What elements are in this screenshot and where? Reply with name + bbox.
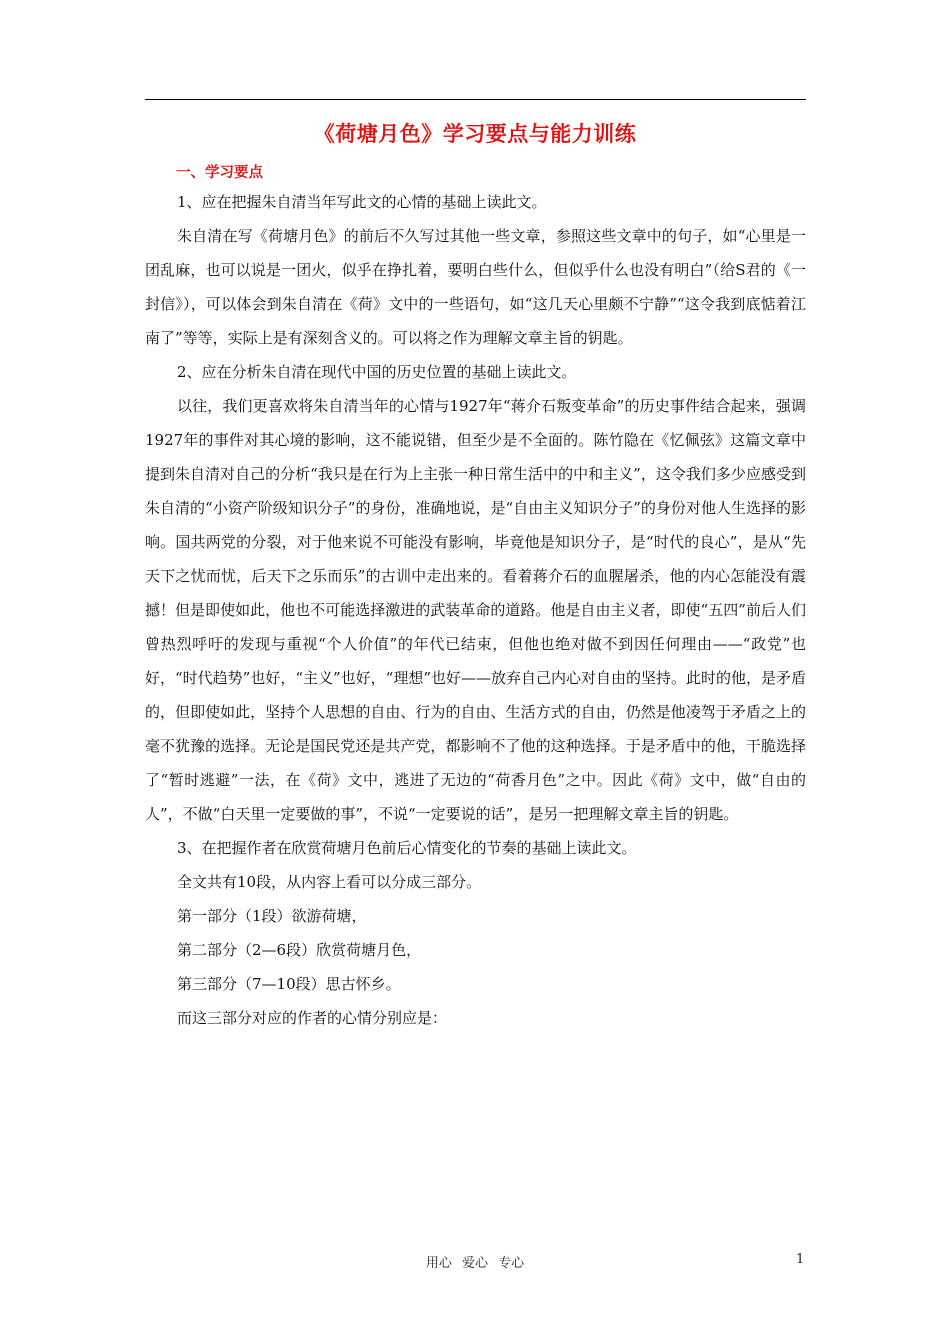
paragraph-point-2: 2、应在分析朱自清在现代中国的历史位置的基础上读此文。: [177, 363, 577, 381]
header-rule: [145, 99, 806, 100]
paragraph-explanation-1: 朱自清在写《荷塘月色》的前后不久写过其他一些文章，参照这些文章中的句子，如“心里是一团乱麻，也可以说是一团火，似乎在挣扎着，要明白些什么，但似乎什么也没有明白”（给S君的《一封信》），可以体会到朱自清在《荷》文中的一些语句，如“这几天心里颇不宁静”“这令我到底惦着江南了”等等，实际上是有深刻含义的。可以将之作为理解文章主旨的钥匙。: [145, 227, 806, 347]
paragraph-explanation-2: 以往，我们更喜欢将朱自清当年的心情与1927年“蒋介石叛变革命”的历史事件结合起来，强调1927年的事件对其心境的影响，这不能说错，但至少是不全面的。陈竹隐在《忆佩弦》这篇文章中提到朱自清对自己的分析“我只是在行为上主张一种日常生活中的中和主义”，这令我们多少应感受到朱自清的“小资产阶级知识分子”的身份，准确地说，是“自由主义知识分子”的身份对他人生选择的影响。国共两党的分裂，对于他来说不可能没有影响，毕竟他是知识分子，是“时代的良心”，是从“先天下之忧而忧，后天下之乐而乐”的古训中走出来的。看着蒋介石的血腥屠杀，他的内心怎能没有震撼！但是即使如此，他也不可能选择激进的武装革命的道路。他是自由主义者，即使“五四”前后人们曾热烈呼吁的发现与重视“个人价值”的年代已结束，但他也绝对做不到因任何理由——“政党”也好，“时代趋势”也好，“主义”也好，“理想”也好——放弃自己内心对自由的坚持。此时的他，是矛盾的，但即使如此，坚持个人思想的自由、行为的自由、生活方式的自由，仍然是他凌驾于矛盾之上的毫不犹豫的选择。无论是国民党还是共产党，都影响不了他的这种选择。于是矛盾中的他，干脆选择了“暂时逃避”一法，在《荷》文中，逃进了无边的“荷香月色”之中。因此《荷》文中，做“自由的人”，不做“白天里一定要做的事”，不说“一定要说的话”，是另一把理解文章主旨的钥匙。: [145, 397, 807, 823]
paragraph-part-2: 第二部分（2—6段）欣赏荷塘月色，: [177, 941, 422, 959]
paragraph-mood-intro: 而这三部分对应的作者的心情分别应是：: [177, 1009, 448, 1027]
paragraph-part-1: 第一部分（1段）欲游荷塘，: [177, 907, 367, 925]
paragraph-point-1: 1、应在把握朱自清当年写此文的心情的基础上读此文。: [177, 193, 547, 211]
document-title: 《荷塘月色》学习要点与能力训练: [313, 122, 637, 146]
page-number: 1: [796, 1252, 805, 1267]
paragraph-point-3: 3、在把握作者在欣赏荷塘月色前后心情变化的节奏的基础上读此文。: [177, 839, 637, 857]
paragraph-structure: 全文共有10段，从内容上看可以分成三部分。: [177, 873, 482, 891]
document-body: [145, 185, 806, 1035]
footer-motto: 用心 爱心 专心: [425, 1256, 525, 1271]
paragraph-part-3: 第三部分（7—10段）思古怀乡。: [177, 975, 401, 993]
section-heading: 一、学习要点: [176, 165, 263, 181]
